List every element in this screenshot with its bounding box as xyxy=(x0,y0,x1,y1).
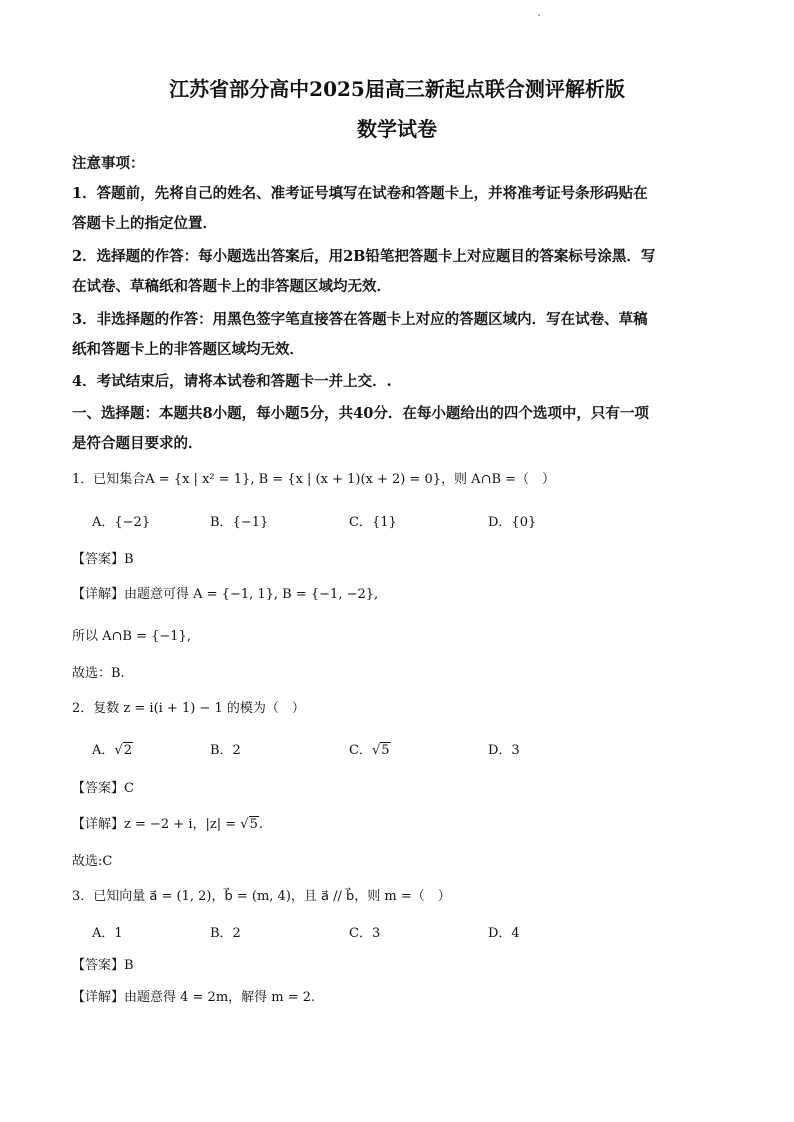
exam-title: 江苏省部分高中2025届高三新起点联合测评解析版 xyxy=(169,77,625,101)
q3-option-b: B．2 xyxy=(210,926,241,941)
q1-option-b: B．{−1} xyxy=(210,515,269,530)
q3-stem: 3．已知向量 a⃗ = (1, 2)，b⃗ = (m, 4)，且 a⃗ // b⃗，则 m =（ ） xyxy=(72,889,451,904)
q2-option-c: C．√5 xyxy=(349,743,390,758)
q3-option-c: C．3 xyxy=(349,926,381,941)
q2-option-b: B．2 xyxy=(210,743,241,758)
q1-detail-line-2: 所以 A∩B = {−1}, xyxy=(72,629,191,644)
q3-option-a: A．1 xyxy=(92,926,123,941)
note-2-line-1: 2．选择题的作答：每小题选出答案后，用2B铅笔把答题卡上对应题目的答案标号涂黑．写 xyxy=(72,248,656,265)
q1-answer: 【答案】B xyxy=(72,552,134,567)
q2-option-d: D．3 xyxy=(488,743,520,758)
q1-stem-sets: A = {x | x² = 1}, B = {x | (x + 1)(x + 2) = 0} xyxy=(145,472,442,487)
note-3-line-2: 纸和答题卡上的非答题区域均无效． xyxy=(72,341,304,358)
q2-answer: 【答案】C xyxy=(72,781,134,796)
q2-option-a-label: A． xyxy=(92,743,115,758)
note-4: 4．考试结束后，请将本试卷和答题卡一并上交．. xyxy=(72,373,392,390)
q1-option-a: A．{−2} xyxy=(92,515,151,530)
q2-option-c-radicand: 5 xyxy=(381,743,390,758)
q3-detail: 【详解】由题意得 4 = 2m，解得 m = 2. xyxy=(72,990,316,1005)
q2-choose: 故选:C xyxy=(72,854,113,869)
q1-option-c: C．{1} xyxy=(349,515,397,530)
q2-option-a: A．√2 xyxy=(92,743,132,758)
q2-option-c-label: C． xyxy=(349,743,372,758)
note-2-line-2: 在试卷、草稿纸和答题卡上的非答题区域均无效． xyxy=(72,278,391,295)
note-3-line-1: 3．非选择题的作答：用黑色签字笔直接答在答题卡上对应的答题区域内．写在试卷、草稿 xyxy=(72,311,648,328)
q1-choose: 故选：B. xyxy=(72,666,125,681)
section-heading-line-2: 是符合题目要求的． xyxy=(72,435,203,452)
q2-detail-radicand: 5 xyxy=(249,817,258,832)
note-1-line-2: 答题卡上的指定位置． xyxy=(72,215,217,232)
q3-option-d: D．4 xyxy=(488,926,520,941)
q2-detail-suffix: . xyxy=(258,817,263,832)
q1-option-d: D．{0} xyxy=(488,515,537,530)
note-1-line-1: 1．答题前，先将自己的姓名、准考证号填写在试卷和答题卡上，并将准考证号条形码贴在 xyxy=(72,185,648,202)
q1-stem-suffix: ，则 A∩B =（ ） xyxy=(441,472,556,487)
q2-option-a-radicand: 2 xyxy=(123,743,132,758)
section-heading-line-1: 一、选择题：本题共8小题，每小题5分，共40分．在每小题给出的四个选项中，只有一项 xyxy=(72,405,649,422)
q2-detail: 【详解】z = −2 + i，|z| = √5. xyxy=(72,817,263,832)
notes-heading: 注意事项： xyxy=(72,155,145,172)
q2-stem: 2．复数 z = i(i + 1) − 1 的模为（ ） xyxy=(72,701,305,716)
q1-detail: 【详解】由题意可得 A = {−1, 1}, B = {−1, −2}, xyxy=(72,587,379,602)
scan-dot xyxy=(538,14,540,16)
q1-stem xyxy=(72,468,555,487)
q3-answer: 【答案】B xyxy=(72,958,134,973)
exam-subtitle: 数学试卷 xyxy=(357,117,437,141)
q2-detail-prefix: 【详解】z = −2 + i，|z| = xyxy=(72,817,241,832)
q1-stem-prefix: 1．已知集合 xyxy=(72,472,146,487)
